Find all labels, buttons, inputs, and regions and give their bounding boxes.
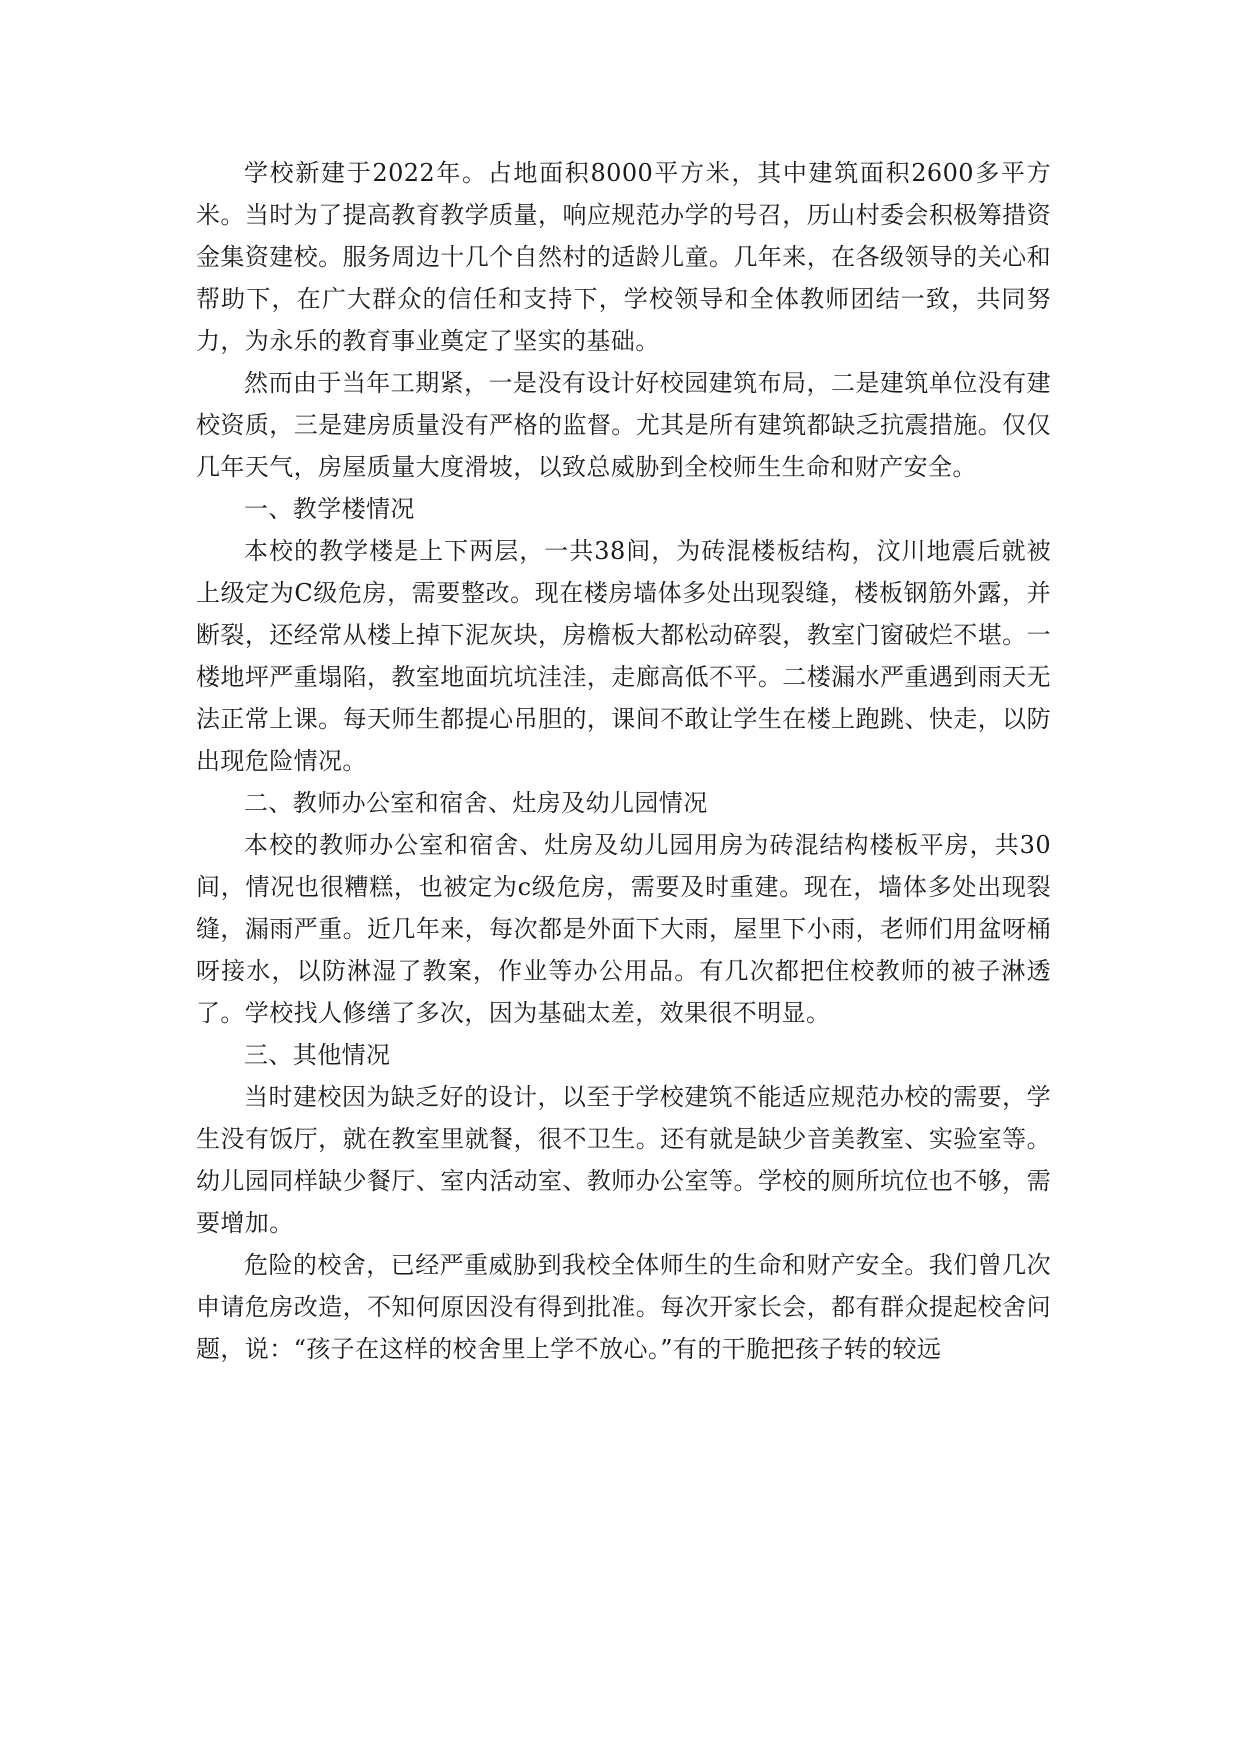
paragraph-problems: 然而由于当年工期紧，一是没有设计好校园建筑布局，二是建筑单位没有建校资质，三是建房质量没有严格的监督。尤其是所有建筑都缺乏抗震措施。仅仅几年天气，房屋质量大度滑坡，以致总威胁到全校师生生命和财产安全。 (196, 369, 1051, 481)
document-body (196, 152, 1051, 1370)
section-heading-other: 三、其他情况 (244, 1041, 391, 1069)
paragraph-teaching-building: 本校的教学楼是上下两层，一共38间，为砖混楼板结构，汶川地震后就被上级定为C级危房，需要整改。现在楼房墙体多处出现裂缝，楼板钢筋外露，并断裂，还经常从楼上掉下泥灰块，房檐板大都松动碎裂，教室门窗破烂不堪。一楼地坪严重塌陷，教室地面坑坑洼洼，走廊高低不平。二楼漏水严重遇到雨天无法正常上课。每天师生都提心吊胆的，课间不敢让学生在楼上跑跳、快走，以防出现危险情况。 (196, 537, 1051, 775)
paragraph-offices-dorms: 本校的教师办公室和宿舍、灶房及幼儿园用房为砖混结构楼板平房，共30间，情况也很糟糕，也被定为c级危房，需要及时重建。现在，墙体多处出现裂缝，漏雨严重。近几年来，每次都是外面下大雨，屋里下小雨，老师们用盆呀桶呀接水，以防淋湿了教案，作业等办公用品。有几次都把住校教师的被子淋透了。学校找人修缮了多次，因为基础太差，效果很不明显。 (196, 831, 1051, 1027)
paragraph-danger: 危险的校舍，已经严重威胁到我校全体师生的生命和财产安全。我们曾几次申请危房改造，不知何原因没有得到批准。每次开家长会，都有群众提起校舍问题，说：“孩子在这样的校舍里上学不放心。”有的干脆把孩子转的较远 (196, 1251, 1051, 1363)
paragraph-intro: 学校新建于2022年。占地面积8000平方米，其中建筑面积2600多平方米。当时为了提高教育教学质量，响应规范办学的号召，历山村委会积极筹措资金集资建校。服务周边十几个自然村的适龄儿童。几年来，在各级领导的关心和帮助下，在广大群众的信任和支持下，学校领导和全体教师团结一致，共同努力，为永乐的教育事业奠定了坚实的基础。 (196, 159, 1051, 355)
section-heading-teaching-building: 一、教学楼情况 (244, 495, 415, 523)
paragraph-other: 当时建校因为缺乏好的设计，以至于学校建筑不能适应规范办校的需要，学生没有饭厅，就在教室里就餐，很不卫生。还有就是缺少音美教室、实验室等。幼儿园同样缺少餐厅、室内活动室、教师办公室等。学校的厕所坑位也不够，需要增加。 (196, 1083, 1051, 1237)
section-heading-offices-dorms: 二、教师办公室和宿舍、灶房及幼儿园情况 (244, 789, 708, 817)
